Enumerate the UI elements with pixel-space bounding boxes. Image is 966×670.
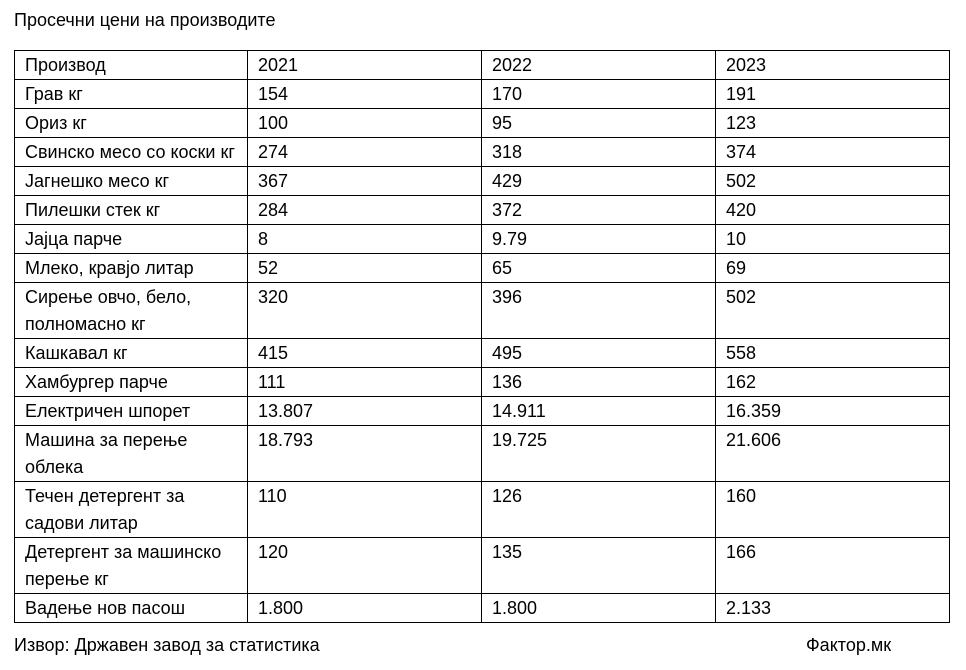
price-2023-cell: 160 bbox=[716, 482, 950, 538]
price-2022-cell: 396 bbox=[482, 283, 716, 339]
table-row bbox=[15, 397, 950, 426]
price-2022-cell: 429 bbox=[482, 167, 716, 196]
brand-credit: Фактор.мк bbox=[806, 635, 892, 655]
price-2023-cell: 10 bbox=[716, 225, 950, 254]
price-2023-cell: 420 bbox=[716, 196, 950, 225]
header-2021: 2021 bbox=[248, 51, 482, 80]
price-2023-cell: 558 bbox=[716, 339, 950, 368]
table-row bbox=[15, 80, 950, 109]
table-row bbox=[15, 196, 950, 225]
price-2022-cell: 135 bbox=[482, 538, 716, 594]
price-2023-cell: 162 bbox=[716, 368, 950, 397]
price-2022-cell: 1.800 bbox=[482, 594, 716, 623]
price-2021-cell: 1.800 bbox=[248, 594, 482, 623]
product-cell: Детергент за машинско перење кг bbox=[15, 538, 248, 594]
price-2021-cell: 8 bbox=[248, 225, 482, 254]
product-cell: Ориз кг bbox=[15, 109, 248, 138]
source-note: Извор: Државен завод за статистика bbox=[14, 635, 320, 655]
product-cell: Јајца парче bbox=[15, 225, 248, 254]
product-cell: Хамбургер парче bbox=[15, 368, 248, 397]
price-2023-cell: 69 bbox=[716, 254, 950, 283]
table-row bbox=[15, 109, 950, 138]
price-2021-cell: 367 bbox=[248, 167, 482, 196]
price-2022-cell: 126 bbox=[482, 482, 716, 538]
price-2023-cell: 374 bbox=[716, 138, 950, 167]
price-2021-cell: 415 bbox=[248, 339, 482, 368]
price-2021-cell: 120 bbox=[248, 538, 482, 594]
price-2023-cell: 123 bbox=[716, 109, 950, 138]
price-2022-cell: 170 bbox=[482, 80, 716, 109]
product-cell: Кашкавал кг bbox=[15, 339, 248, 368]
price-2022-cell: 495 bbox=[482, 339, 716, 368]
price-2021-cell: 52 bbox=[248, 254, 482, 283]
table-row bbox=[15, 283, 950, 339]
price-2023-cell: 166 bbox=[716, 538, 950, 594]
page-title: Просечни цени на производите bbox=[14, 10, 276, 30]
table-row bbox=[15, 167, 950, 196]
table-row bbox=[15, 594, 950, 623]
table-row bbox=[15, 339, 950, 368]
header-2023: 2023 bbox=[716, 51, 950, 80]
product-cell: Машина за перење облека bbox=[15, 426, 248, 482]
price-2021-cell: 284 bbox=[248, 196, 482, 225]
price-2021-cell: 13.807 bbox=[248, 397, 482, 426]
price-2023-cell: 191 bbox=[716, 80, 950, 109]
product-cell: Свинско месо со коски кг bbox=[15, 138, 248, 167]
table-row bbox=[15, 538, 950, 594]
price-2022-cell: 14.911 bbox=[482, 397, 716, 426]
table-header-row bbox=[15, 51, 950, 80]
price-2022-cell: 9.79 bbox=[482, 225, 716, 254]
price-2022-cell: 318 bbox=[482, 138, 716, 167]
price-2023-cell: 502 bbox=[716, 167, 950, 196]
header-product: Производ bbox=[15, 51, 248, 80]
price-2022-cell: 372 bbox=[482, 196, 716, 225]
prices-table bbox=[14, 50, 950, 623]
price-2021-cell: 111 bbox=[248, 368, 482, 397]
price-2021-cell: 154 bbox=[248, 80, 482, 109]
price-2023-cell: 502 bbox=[716, 283, 950, 339]
table-row bbox=[15, 138, 950, 167]
product-cell: Електричен шпорет bbox=[15, 397, 248, 426]
product-cell: Вадење нов пасош bbox=[15, 594, 248, 623]
price-2023-cell: 16.359 bbox=[716, 397, 950, 426]
product-cell: Сирење овчо, бело, полномасно кг bbox=[15, 283, 248, 339]
price-2023-cell: 2.133 bbox=[716, 594, 950, 623]
price-2023-cell: 21.606 bbox=[716, 426, 950, 482]
price-2021-cell: 18.793 bbox=[248, 426, 482, 482]
table-row bbox=[15, 426, 950, 482]
product-cell: Течен детергент за садови литар bbox=[15, 482, 248, 538]
price-2022-cell: 19.725 bbox=[482, 426, 716, 482]
price-2021-cell: 110 bbox=[248, 482, 482, 538]
price-2022-cell: 95 bbox=[482, 109, 716, 138]
header-2022: 2022 bbox=[482, 51, 716, 80]
price-2021-cell: 100 bbox=[248, 109, 482, 138]
price-2021-cell: 274 bbox=[248, 138, 482, 167]
product-cell: Грав кг bbox=[15, 80, 248, 109]
price-2022-cell: 65 bbox=[482, 254, 716, 283]
table-row bbox=[15, 368, 950, 397]
table-row bbox=[15, 254, 950, 283]
product-cell: Пилешки стек кг bbox=[15, 196, 248, 225]
price-2021-cell: 320 bbox=[248, 283, 482, 339]
product-cell: Јагнешко месо кг bbox=[15, 167, 248, 196]
table-row bbox=[15, 225, 950, 254]
price-2022-cell: 136 bbox=[482, 368, 716, 397]
table-row bbox=[15, 482, 950, 538]
product-cell: Млеко, кравјо литар bbox=[15, 254, 248, 283]
